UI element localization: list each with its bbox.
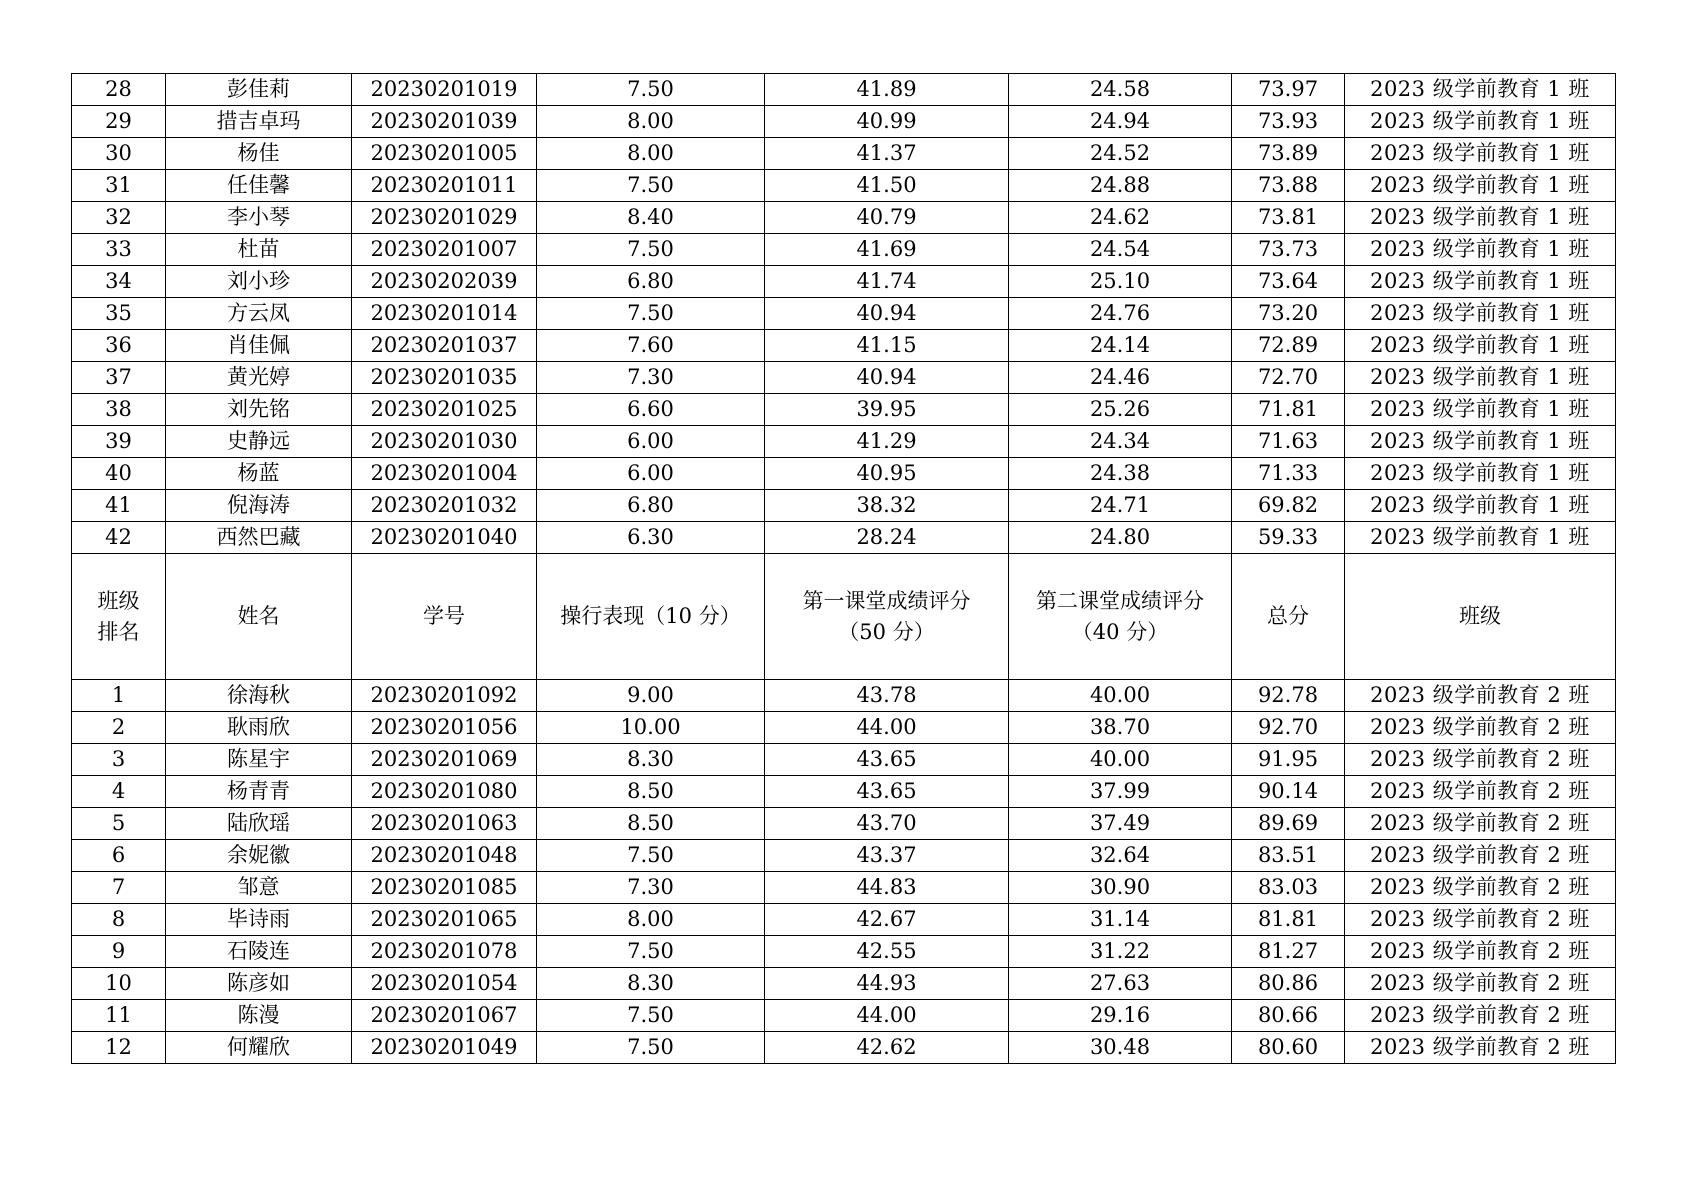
cell-student-id: 20230201032 <box>352 490 537 522</box>
cell-total: 72.70 <box>1232 362 1345 394</box>
cell-conduct: 6.80 <box>537 490 765 522</box>
cell-name: 石陵连 <box>166 936 352 968</box>
cell-name: 余妮徽 <box>166 840 352 872</box>
header-first-class: 第一课堂成绩评分 （50 分） <box>765 554 1009 680</box>
cell-rank: 7 <box>72 872 166 904</box>
cell-conduct: 6.80 <box>537 266 765 298</box>
cell-class: 2023 级学前教育 2 班 <box>1345 904 1616 936</box>
cell-name: 措吉卓玛 <box>166 106 352 138</box>
cell-name: 方云凤 <box>166 298 352 330</box>
cell-total: 73.93 <box>1232 106 1345 138</box>
cell-second-class: 38.70 <box>1009 712 1232 744</box>
cell-total: 92.70 <box>1232 712 1345 744</box>
table-row <box>72 744 1616 776</box>
cell-conduct: 7.60 <box>537 330 765 362</box>
cell-total: 83.51 <box>1232 840 1345 872</box>
cell-first-class: 42.67 <box>765 904 1009 936</box>
cell-second-class: 24.58 <box>1009 74 1232 106</box>
cell-name: 西然巴藏 <box>166 522 352 554</box>
cell-class: 2023 级学前教育 1 班 <box>1345 266 1616 298</box>
header-row <box>72 554 1616 680</box>
cell-first-class: 39.95 <box>765 394 1009 426</box>
cell-rank: 30 <box>72 138 166 170</box>
cell-first-class: 43.70 <box>765 808 1009 840</box>
cell-student-id: 20230201029 <box>352 202 537 234</box>
cell-second-class: 24.38 <box>1009 458 1232 490</box>
cell-student-id: 20230201067 <box>352 1000 537 1032</box>
table-row <box>72 840 1616 872</box>
cell-name: 陈漫 <box>166 1000 352 1032</box>
table-row <box>72 680 1616 712</box>
cell-rank: 9 <box>72 936 166 968</box>
cell-rank: 32 <box>72 202 166 234</box>
table-row <box>72 904 1616 936</box>
cell-total: 91.95 <box>1232 744 1345 776</box>
cell-name: 肖佳佩 <box>166 330 352 362</box>
cell-first-class: 38.32 <box>765 490 1009 522</box>
cell-name: 任佳馨 <box>166 170 352 202</box>
cell-conduct: 8.30 <box>537 968 765 1000</box>
score-table <box>71 73 1616 1064</box>
cell-first-class: 41.89 <box>765 74 1009 106</box>
cell-rank: 38 <box>72 394 166 426</box>
cell-first-class: 44.93 <box>765 968 1009 1000</box>
cell-student-id: 20230201063 <box>352 808 537 840</box>
cell-conduct: 10.00 <box>537 712 765 744</box>
header-total: 总分 <box>1232 554 1345 680</box>
table-row <box>72 458 1616 490</box>
cell-rank: 39 <box>72 426 166 458</box>
cell-second-class: 29.16 <box>1009 1000 1232 1032</box>
cell-rank: 41 <box>72 490 166 522</box>
cell-total: 59.33 <box>1232 522 1345 554</box>
cell-class: 2023 级学前教育 2 班 <box>1345 872 1616 904</box>
cell-total: 73.20 <box>1232 298 1345 330</box>
cell-class: 2023 级学前教育 2 班 <box>1345 744 1616 776</box>
cell-second-class: 31.22 <box>1009 936 1232 968</box>
cell-first-class: 28.24 <box>765 522 1009 554</box>
cell-second-class: 31.14 <box>1009 904 1232 936</box>
table-row <box>72 872 1616 904</box>
cell-second-class: 30.90 <box>1009 872 1232 904</box>
cell-rank: 29 <box>72 106 166 138</box>
cell-second-class: 40.00 <box>1009 680 1232 712</box>
cell-student-id: 20230201054 <box>352 968 537 1000</box>
cell-class: 2023 级学前教育 1 班 <box>1345 106 1616 138</box>
table-row <box>72 936 1616 968</box>
cell-total: 80.86 <box>1232 968 1345 1000</box>
cell-student-id: 20230201004 <box>352 458 537 490</box>
cell-conduct: 8.30 <box>537 744 765 776</box>
cell-second-class: 25.26 <box>1009 394 1232 426</box>
cell-student-id: 20230201056 <box>352 712 537 744</box>
cell-rank: 28 <box>72 74 166 106</box>
cell-name: 黄光婷 <box>166 362 352 394</box>
cell-first-class: 41.69 <box>765 234 1009 266</box>
cell-student-id: 20230201014 <box>352 298 537 330</box>
cell-name: 毕诗雨 <box>166 904 352 936</box>
cell-student-id: 20230201080 <box>352 776 537 808</box>
cell-student-id: 20230201048 <box>352 840 537 872</box>
cell-class: 2023 级学前教育 2 班 <box>1345 680 1616 712</box>
cell-student-id: 20230201065 <box>352 904 537 936</box>
cell-student-id: 20230201078 <box>352 936 537 968</box>
cell-name: 耿雨欣 <box>166 712 352 744</box>
cell-student-id: 20230201011 <box>352 170 537 202</box>
cell-name: 彭佳莉 <box>166 74 352 106</box>
cell-total: 83.03 <box>1232 872 1345 904</box>
cell-rank: 36 <box>72 330 166 362</box>
table-row <box>72 968 1616 1000</box>
cell-class: 2023 级学前教育 1 班 <box>1345 426 1616 458</box>
cell-name: 徐海秋 <box>166 680 352 712</box>
header-second-class: 第二课堂成绩评分 （40 分） <box>1009 554 1232 680</box>
cell-first-class: 44.83 <box>765 872 1009 904</box>
cell-rank: 42 <box>72 522 166 554</box>
cell-first-class: 41.37 <box>765 138 1009 170</box>
cell-name: 杨青青 <box>166 776 352 808</box>
cell-student-id: 20230201030 <box>352 426 537 458</box>
cell-conduct: 7.50 <box>537 1032 765 1064</box>
cell-name: 史静远 <box>166 426 352 458</box>
cell-name: 邹意 <box>166 872 352 904</box>
cell-class: 2023 级学前教育 2 班 <box>1345 936 1616 968</box>
cell-name: 陈彦如 <box>166 968 352 1000</box>
cell-second-class: 24.62 <box>1009 202 1232 234</box>
cell-name: 杨蓝 <box>166 458 352 490</box>
cell-rank: 11 <box>72 1000 166 1032</box>
cell-student-id: 20230202039 <box>352 266 537 298</box>
cell-total: 80.66 <box>1232 1000 1345 1032</box>
cell-second-class: 24.52 <box>1009 138 1232 170</box>
cell-total: 71.81 <box>1232 394 1345 426</box>
cell-class: 2023 级学前教育 2 班 <box>1345 1032 1616 1064</box>
cell-total: 73.97 <box>1232 74 1345 106</box>
cell-student-id: 20230201092 <box>352 680 537 712</box>
cell-second-class: 24.46 <box>1009 362 1232 394</box>
table-row <box>72 106 1616 138</box>
cell-student-id: 20230201035 <box>352 362 537 394</box>
cell-first-class: 41.29 <box>765 426 1009 458</box>
cell-class: 2023 级学前教育 2 班 <box>1345 840 1616 872</box>
cell-rank: 12 <box>72 1032 166 1064</box>
table-row <box>72 776 1616 808</box>
cell-second-class: 24.88 <box>1009 170 1232 202</box>
cell-class: 2023 级学前教育 1 班 <box>1345 138 1616 170</box>
cell-first-class: 42.55 <box>765 936 1009 968</box>
cell-class: 2023 级学前教育 2 班 <box>1345 776 1616 808</box>
cell-second-class: 24.94 <box>1009 106 1232 138</box>
table-row <box>72 266 1616 298</box>
cell-conduct: 6.30 <box>537 522 765 554</box>
cell-student-id: 20230201025 <box>352 394 537 426</box>
cell-class: 2023 级学前教育 1 班 <box>1345 74 1616 106</box>
cell-student-id: 20230201019 <box>352 74 537 106</box>
cell-rank: 35 <box>72 298 166 330</box>
cell-total: 73.64 <box>1232 266 1345 298</box>
cell-second-class: 37.99 <box>1009 776 1232 808</box>
table-row <box>72 362 1616 394</box>
header-class: 班级 <box>1345 554 1616 680</box>
cell-student-id: 20230201040 <box>352 522 537 554</box>
table-row <box>72 712 1616 744</box>
cell-conduct: 6.00 <box>537 426 765 458</box>
table-row <box>72 808 1616 840</box>
cell-second-class: 40.00 <box>1009 744 1232 776</box>
cell-name: 陈星宇 <box>166 744 352 776</box>
cell-class: 2023 级学前教育 1 班 <box>1345 202 1616 234</box>
cell-class: 2023 级学前教育 1 班 <box>1345 362 1616 394</box>
cell-first-class: 44.00 <box>765 712 1009 744</box>
table-row <box>72 170 1616 202</box>
cell-conduct: 8.00 <box>537 904 765 936</box>
cell-name: 刘小珍 <box>166 266 352 298</box>
cell-second-class: 24.34 <box>1009 426 1232 458</box>
cell-conduct: 7.50 <box>537 74 765 106</box>
cell-class: 2023 级学前教育 1 班 <box>1345 394 1616 426</box>
cell-total: 73.73 <box>1232 234 1345 266</box>
cell-student-id: 20230201039 <box>352 106 537 138</box>
cell-conduct: 7.50 <box>537 840 765 872</box>
cell-name: 杨佳 <box>166 138 352 170</box>
cell-conduct: 6.60 <box>537 394 765 426</box>
cell-conduct: 7.50 <box>537 298 765 330</box>
cell-first-class: 44.00 <box>765 1000 1009 1032</box>
cell-class: 2023 级学前教育 1 班 <box>1345 298 1616 330</box>
cell-name: 何耀欣 <box>166 1032 352 1064</box>
cell-rank: 5 <box>72 808 166 840</box>
cell-first-class: 40.95 <box>765 458 1009 490</box>
cell-rank: 3 <box>72 744 166 776</box>
cell-second-class: 24.76 <box>1009 298 1232 330</box>
cell-conduct: 8.00 <box>537 106 765 138</box>
cell-rank: 4 <box>72 776 166 808</box>
cell-first-class: 43.65 <box>765 744 1009 776</box>
table-row <box>72 202 1616 234</box>
cell-second-class: 24.71 <box>1009 490 1232 522</box>
cell-conduct: 7.50 <box>537 936 765 968</box>
cell-total: 92.78 <box>1232 680 1345 712</box>
table-row <box>72 1000 1616 1032</box>
cell-rank: 2 <box>72 712 166 744</box>
cell-second-class: 25.10 <box>1009 266 1232 298</box>
cell-student-id: 20230201049 <box>352 1032 537 1064</box>
cell-class: 2023 级学前教育 2 班 <box>1345 712 1616 744</box>
cell-student-id: 20230201069 <box>352 744 537 776</box>
cell-first-class: 43.37 <box>765 840 1009 872</box>
cell-total: 90.14 <box>1232 776 1345 808</box>
cell-second-class: 24.14 <box>1009 330 1232 362</box>
cell-student-id: 20230201007 <box>352 234 537 266</box>
cell-conduct: 8.00 <box>537 138 765 170</box>
cell-first-class: 40.94 <box>765 362 1009 394</box>
cell-rank: 1 <box>72 680 166 712</box>
cell-name: 陆欣瑶 <box>166 808 352 840</box>
cell-rank: 34 <box>72 266 166 298</box>
cell-total: 80.60 <box>1232 1032 1345 1064</box>
header-rank: 班级 排名 <box>72 554 166 680</box>
cell-conduct: 7.50 <box>537 234 765 266</box>
cell-student-id: 20230201005 <box>352 138 537 170</box>
cell-second-class: 30.48 <box>1009 1032 1232 1064</box>
cell-name: 刘先铭 <box>166 394 352 426</box>
table-row <box>72 330 1616 362</box>
table-row <box>72 298 1616 330</box>
header-name: 姓名 <box>166 554 352 680</box>
cell-conduct: 9.00 <box>537 680 765 712</box>
cell-conduct: 7.30 <box>537 362 765 394</box>
cell-student-id: 20230201085 <box>352 872 537 904</box>
table-row <box>72 74 1616 106</box>
cell-total: 81.81 <box>1232 904 1345 936</box>
cell-rank: 31 <box>72 170 166 202</box>
cell-class: 2023 级学前教育 1 班 <box>1345 330 1616 362</box>
cell-class: 2023 级学前教育 1 班 <box>1345 458 1616 490</box>
cell-first-class: 40.79 <box>765 202 1009 234</box>
cell-class: 2023 级学前教育 1 班 <box>1345 234 1616 266</box>
cell-conduct: 8.40 <box>537 202 765 234</box>
table-row <box>72 490 1616 522</box>
cell-class: 2023 级学前教育 1 班 <box>1345 490 1616 522</box>
cell-second-class: 24.54 <box>1009 234 1232 266</box>
class2-rows <box>72 680 1616 1064</box>
cell-class: 2023 级学前教育 2 班 <box>1345 808 1616 840</box>
cell-conduct: 7.30 <box>537 872 765 904</box>
cell-class: 2023 级学前教育 1 班 <box>1345 522 1616 554</box>
header-conduct: 操行表现（10 分） <box>537 554 765 680</box>
cell-first-class: 41.15 <box>765 330 1009 362</box>
table-header <box>72 554 1616 680</box>
cell-name: 李小琴 <box>166 202 352 234</box>
cell-first-class: 43.78 <box>765 680 1009 712</box>
cell-rank: 8 <box>72 904 166 936</box>
cell-rank: 6 <box>72 840 166 872</box>
cell-first-class: 41.74 <box>765 266 1009 298</box>
cell-class: 2023 级学前教育 1 班 <box>1345 170 1616 202</box>
cell-rank: 10 <box>72 968 166 1000</box>
cell-rank: 40 <box>72 458 166 490</box>
header-student-id: 学号 <box>352 554 537 680</box>
cell-name: 倪海涛 <box>166 490 352 522</box>
table-row <box>72 234 1616 266</box>
cell-total: 73.81 <box>1232 202 1345 234</box>
cell-first-class: 40.94 <box>765 298 1009 330</box>
table-row <box>72 522 1616 554</box>
cell-class: 2023 级学前教育 2 班 <box>1345 968 1616 1000</box>
cell-total: 73.89 <box>1232 138 1345 170</box>
cell-rank: 37 <box>72 362 166 394</box>
cell-conduct: 8.50 <box>537 808 765 840</box>
cell-first-class: 43.65 <box>765 776 1009 808</box>
cell-total: 71.33 <box>1232 458 1345 490</box>
cell-student-id: 20230201037 <box>352 330 537 362</box>
cell-total: 72.89 <box>1232 330 1345 362</box>
cell-second-class: 37.49 <box>1009 808 1232 840</box>
cell-total: 89.69 <box>1232 808 1345 840</box>
cell-second-class: 24.80 <box>1009 522 1232 554</box>
cell-conduct: 7.50 <box>537 170 765 202</box>
cell-second-class: 27.63 <box>1009 968 1232 1000</box>
cell-conduct: 8.50 <box>537 776 765 808</box>
cell-total: 81.27 <box>1232 936 1345 968</box>
cell-total: 73.88 <box>1232 170 1345 202</box>
cell-first-class: 42.62 <box>765 1032 1009 1064</box>
cell-conduct: 6.00 <box>537 458 765 490</box>
cell-name: 杜苗 <box>166 234 352 266</box>
cell-first-class: 41.50 <box>765 170 1009 202</box>
cell-total: 69.82 <box>1232 490 1345 522</box>
class1-rows <box>72 74 1616 554</box>
table-row <box>72 1032 1616 1064</box>
table-row <box>72 138 1616 170</box>
cell-total: 71.63 <box>1232 426 1345 458</box>
table-row <box>72 426 1616 458</box>
cell-rank: 33 <box>72 234 166 266</box>
cell-first-class: 40.99 <box>765 106 1009 138</box>
table-row <box>72 394 1616 426</box>
cell-conduct: 7.50 <box>537 1000 765 1032</box>
cell-second-class: 32.64 <box>1009 840 1232 872</box>
cell-class: 2023 级学前教育 2 班 <box>1345 1000 1616 1032</box>
